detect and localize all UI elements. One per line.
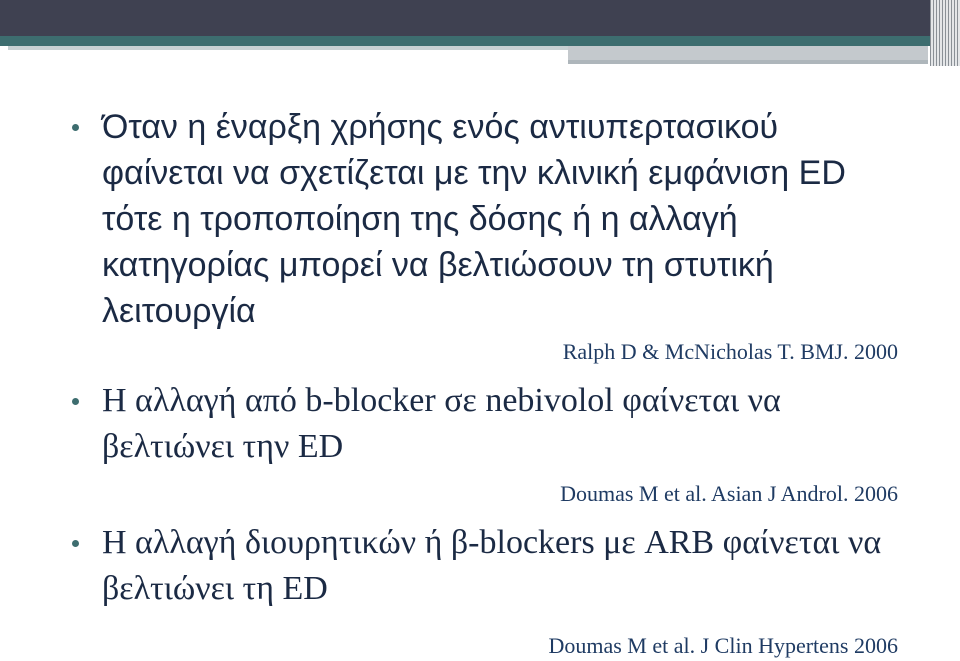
reference-2: Doumas M et al. Asian J Androl. 2006 [560, 481, 898, 506]
reference-1: Ralph D & McNicholas T. BMJ. 2000 [562, 339, 898, 364]
reference-3: Doumas M et al. J Clin Hypertens 2006 [548, 633, 898, 658]
bullet-text-3: Η αλλαγή διουρητικών ή β-blockers με ARB φαίνεται να βελτιώνει τη ED [102, 524, 882, 607]
bullet-item-1 [72, 104, 912, 334]
bullet-item-3 [72, 520, 912, 612]
bullet-dot-icon [72, 398, 79, 405]
bullet-dot-icon [72, 540, 79, 547]
bullet-dot-icon [72, 124, 79, 131]
bullet-item-2 [72, 378, 912, 470]
bullet-text-2: Η αλλαγή από b-blocker σε nebivolol φαίνεται να βελτιώνει την ED [102, 382, 781, 465]
bullet-text-1: Όταν η έναρξη χρήσης ενός αντιυπερτασικού φαίνεται να σχετίζεται με την κλινική εμφάνιση ED τότε η τροποποίηση της δόσης ή η αλλαγή κατηγορίας μπορεί να βελτιώσουν τη στυτική λειτουργία [102, 108, 846, 330]
